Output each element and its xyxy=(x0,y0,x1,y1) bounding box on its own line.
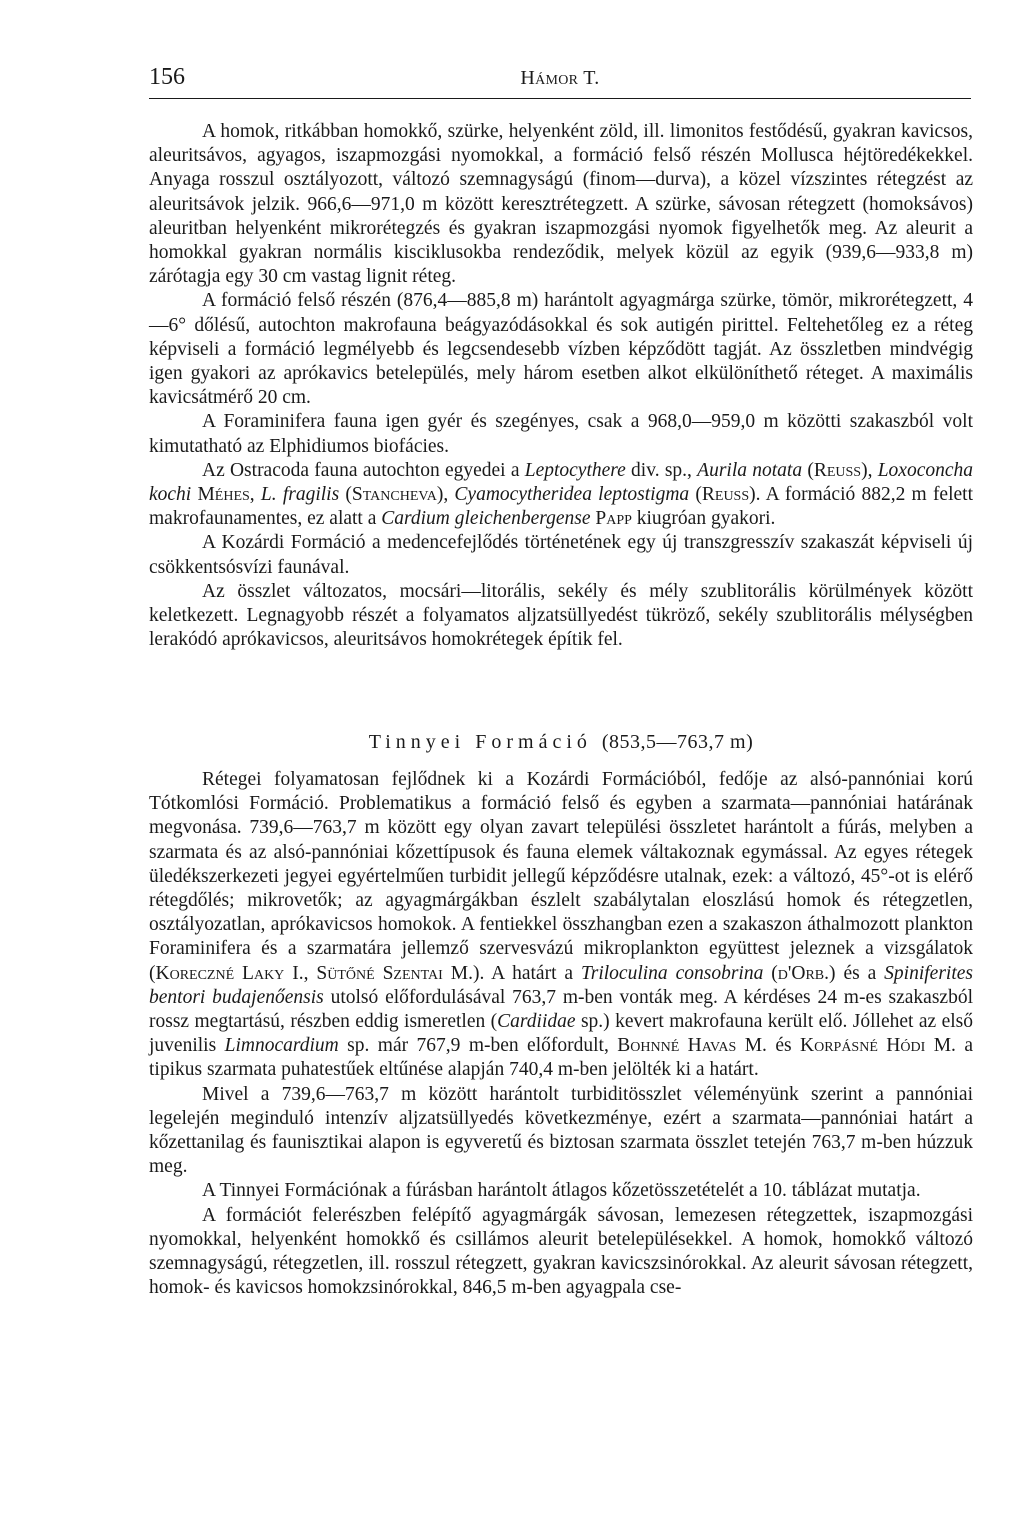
section-tinnyei-text xyxy=(149,768,973,1300)
taxon-name: Loxoconcha kochi xyxy=(149,459,974,506)
paragraph: A formáció felső részén (876,4—885,8 m) harántolt agyagmárga szürke, tömör, mikrorétegzett, 4—6° dőlésű, autochton makrofauna beágyazódásokkal és sok autigén pirittel. Feltehetőleg ez a réteg képviseli a formáció legmélyebb és legcsendesebb vízben képződött tagját. Az összletben mindvégig igen gyakori az aprókavics betelepülés, mely három esetben alkot elkülöníthető réteget. A maximális kavicsátmérő 20 cm. xyxy=(149,290,973,409)
author-name: Koreczné Laky xyxy=(155,962,285,984)
author-name: Stancheva xyxy=(351,484,437,506)
taxon-name: Cardium gleichenbergense xyxy=(381,508,591,530)
taxon-name: Aurila notata xyxy=(697,459,803,481)
taxon-name: Triloculina consobrina xyxy=(580,962,764,984)
taxon-name: Cyamocytheridea leptostigma xyxy=(454,484,690,506)
section-heading-range: (853,5—763,7 m) xyxy=(601,731,754,753)
paragraph: A homok, ritkábban homokkő, szürke, helyenként zöld, ill. limonitos festődésű, gyakran kavicsos, aleuritsávos, agyagos, iszapmozgási nyomokkal, a formáció felső részén Mollusca héjtöredékekkel. Anyaga rosszul osztályozott, változó szemnagyságú (finom—durva), a közel vízszintes rétegzést az aleuritsávok jelzik. 966,6—971,0 m között keresztrétegzett. A szürke, sávosan rétegzett (homoksávos) aleuritban helyenként mikrorétegzés és gyakran iszapmozgási nyomok figyelhetők meg. Az aleurit a homokkal gyakran normális kisciklusokba rendeződik, melyek közül az egyik (939,6—933,8 m) zárótagja egy 30 cm vastag lignit réteg. xyxy=(149,121,973,288)
taxon-name: Leptocythere xyxy=(524,459,626,481)
paragraph: A Foraminifera fauna igen gyér és szegényes, csak a 968,0—959,0 m közötti szakaszból volt kimutatható az Elphidiumos biofácies. xyxy=(149,411,973,457)
taxon-name: Cardiidae xyxy=(497,1011,576,1033)
paragraph: A Tinnyei Formációnak a fúrásban harántolt átlagos kőzetösszetételét a 10. táblázat mutatja. xyxy=(202,1180,921,1202)
author-name: Reuss xyxy=(701,484,750,506)
paragraph: Az összlet változatos, mocsári—litorális, sekély és mély szublitorális körülmények között keletkezett. Legnagyobb részét a folyamatos aljzatsüllyedést tükröző, sekély szublitorális mélységben lerakódó aprókavicsos, aleuritsávos homokrétegek építik fel. xyxy=(149,580,973,651)
section-heading-title: Tinnyei Formáció xyxy=(368,731,592,753)
paragraph: A formációt felerészben felépítő agyagmárgák sávosan, lemezesen rétegzettek, iszapmozgási nyomokkal, helyenként homokkő és csillámos aleurit betelepülésekkel. A homok, homokkő változó szemnagyságú, rétegzetlen, ill. rosszul rétegzett, gyakran kavicszsinórokkal. Az aleurit sávosan rétegzett, homok- és kavicsos homokzsinórokkal, 846,5 m-ben agyagpala cse- xyxy=(149,1204,973,1299)
author-name: Reuss xyxy=(813,459,862,481)
running-head: Hámor T. xyxy=(520,67,600,89)
paragraph: Az Ostracoda fauna autochton egyedei a Leptocythere div. sp., Aurila notata (Reuss), Loxoconcha kochi Méhes, L. fragilis (Stancheva), Cyamocytheridea leptostigma (Reuss). A formáció 882,2 m felett makrofaunamentes, ez alatt a Cardium gleichenbergense Papp kiugróan gyakori. xyxy=(149,459,974,530)
author-name: Papp xyxy=(595,508,632,530)
author-name: d'Orb. xyxy=(777,962,830,984)
author-name: Méhes xyxy=(197,484,250,506)
author-name: Bohnné Havas xyxy=(617,1035,737,1057)
section-heading xyxy=(149,731,973,754)
paragraph: Mivel a 739,6—763,7 m között harántolt turbiditösszlet véleményünk szerint a pannóniai legelején meginduló intenzív aljzatsüllyedés következménye, ezért a szarmata—pannóniai határt a kőzettanilag és faunisztikai alapon is egyveretű és biztosan szarmata összlet tetején 763,7 m-ben húzzuk meg. xyxy=(149,1083,973,1178)
paragraph: Rétegei folyamatosan fejlődnek ki a Kozárdi Formációból, fedője az alsó-pannóniai korú Tótkomlósi Formáció. Problematikus a formáció felső és egyben a szarmata—pannóniai határának megvonása. 739,6—763,7 m között egy olyan zavart települési összletet harántolt a fúrás, melyben a szarmata és az alsó-pannóniai kőzettípusok és fauna elemek váltakoznak egymással. Az egyes rétegek üledékszerkezeti jegyei egyértelműen turbidit jellegű képződésre utalnak, ezek: a változó, 45°-ot is elérő rétegdőlés; mikrovetők; az agyagmárgákban észlelt szabálytalan eloszlású homok és rétegzetlen, osztályozatlan, aprókavicsos homokok. A fentiekkel összhangban ezen a szakaszon áthalmozott plankton Foraminifera és a szarmatára jellemző szervesvázú mikroplankton együttest jeleznek a vizsgálatok (Koreczné Laky I., Sütőné Szentai M.). A határt a Triloculina consobrina (d'Orb.) és a Spiniferites bentori budajenőensis utolsó előfordulásával 763,7 m-ben vonták meg. A kérdéses 24 m-es szakaszból rossz megtartású, részben eddig ismeretlen (Cardiidae sp.) kevert makrofauna került elő. Jóllehet az első juvenilis Limnocardium sp. már 767,9 m-ben előfordult, Bohnné Havas M. és Korpásné Hódi M. a tipikus szarmata puhatestűek eltűnése alapján 740,4 m-ben jelölték ki a határt. xyxy=(149,769,973,1081)
author-name: Korpásné Hódi xyxy=(800,1035,926,1057)
taxon-name: Spiniferites bentori budajenőensis xyxy=(149,962,973,1008)
author-name: Sütőné Szentai xyxy=(316,962,443,984)
taxon-name: L. fragilis xyxy=(260,484,340,506)
page-header xyxy=(149,60,971,99)
page-number: 156 xyxy=(149,64,185,90)
section-kozardi-text xyxy=(149,120,973,652)
paragraph: A Kozárdi Formáció a medencefejlődés történetének egy új transzgresszív szakaszát képviseli új csökkentsósvízi faunával. xyxy=(149,532,973,578)
taxon-name: Limnocardium xyxy=(224,1035,339,1057)
